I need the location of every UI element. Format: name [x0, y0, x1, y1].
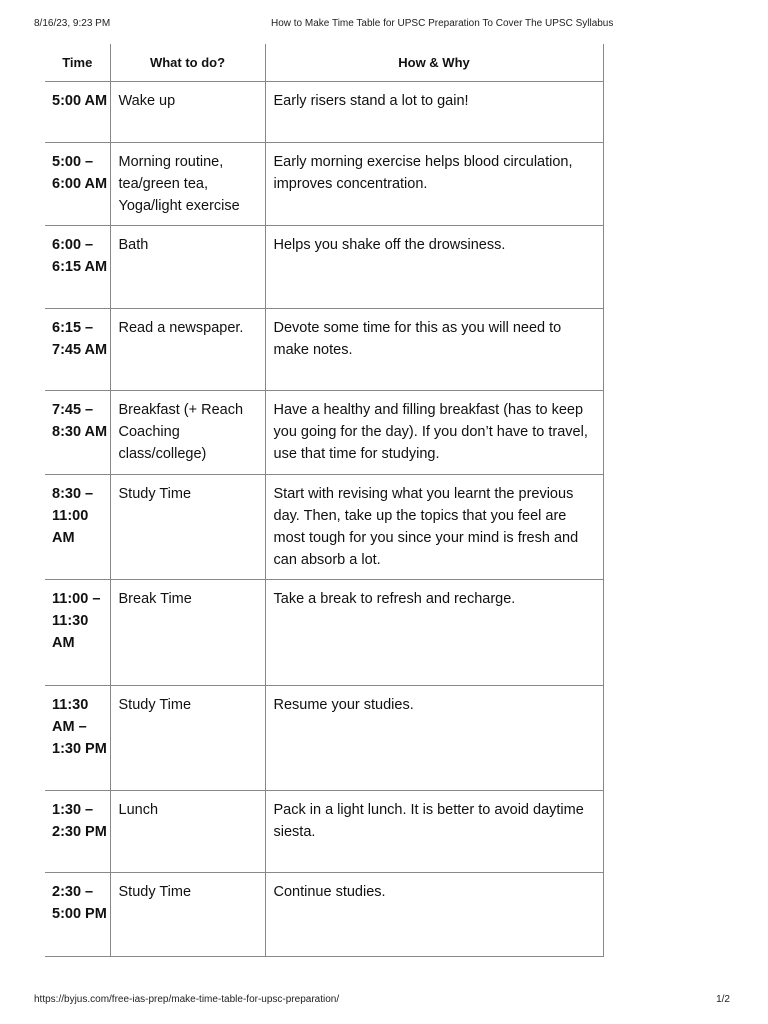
- reason-cell: Have a healthy and filling breakfast (has to keep you going for the day). If you don’t have to travel, use that time for studying.: [265, 391, 603, 475]
- page-number: 1/2: [716, 994, 730, 1005]
- reason-cell: Pack in a light lunch. It is better to avoid daytime siesta.: [265, 791, 603, 873]
- time-cell: 11:00 – 11:30 AM: [45, 580, 110, 686]
- time-cell: 11:30 AM – 1:30 PM: [45, 686, 110, 791]
- activity-cell: Wake up: [110, 82, 265, 143]
- print-datetime: 8/16/23, 9:23 PM: [34, 18, 111, 29]
- print-footer: [34, 994, 734, 1008]
- table-row: [45, 82, 603, 143]
- document-title: How to Make Time Table for UPSC Preparation To Cover The UPSC Syllabus: [271, 18, 614, 29]
- table-row: [45, 226, 603, 309]
- time-cell: 6:15 – 7:45 AM: [45, 309, 110, 391]
- activity-cell: Read a newspaper.: [110, 309, 265, 391]
- activity-cell: Bath: [110, 226, 265, 309]
- table-row: [45, 143, 603, 226]
- reason-cell: Resume your studies.: [265, 686, 603, 791]
- reason-cell: Start with revising what you learnt the previous day. Then, take up the topics that you feel are most tough for you since your mind is fresh and can absorb a lot.: [265, 475, 603, 580]
- time-cell: 1:30 – 2:30 PM: [45, 791, 110, 873]
- column-header-time: Time: [45, 44, 110, 82]
- page-url: https://byjus.com/free-ias-prep/make-time-table-for-upsc-preparation/: [34, 994, 340, 1005]
- time-cell: 5:00 – 6:00 AM: [45, 143, 110, 226]
- activity-cell: Study Time: [110, 873, 265, 957]
- table-header-row: [45, 44, 603, 82]
- activity-cell: Breakfast (+ Reach Coaching class/college): [110, 391, 265, 475]
- reason-cell: Continue studies.: [265, 873, 603, 957]
- table-row: [45, 873, 603, 957]
- reason-cell: Early risers stand a lot to gain!: [265, 82, 603, 143]
- time-cell: 8:30 – 11:00 AM: [45, 475, 110, 580]
- activity-cell: Break Time: [110, 580, 265, 686]
- activity-cell: Lunch: [110, 791, 265, 873]
- table-row: [45, 475, 603, 580]
- reason-cell: Devote some time for this as you will need to make notes.: [265, 309, 603, 391]
- reason-cell: Early morning exercise helps blood circulation, improves concentration.: [265, 143, 603, 226]
- time-cell: 6:00 – 6:15 AM: [45, 226, 110, 309]
- table-row: [45, 391, 603, 475]
- activity-cell: Study Time: [110, 475, 265, 580]
- print-header: [34, 18, 734, 32]
- time-cell: 7:45 – 8:30 AM: [45, 391, 110, 475]
- activity-cell: Morning routine, tea/green tea, Yoga/light exercise: [110, 143, 265, 226]
- table-row: [45, 686, 603, 791]
- column-header-what: What to do?: [110, 44, 265, 82]
- activity-cell: Study Time: [110, 686, 265, 791]
- reason-cell: Helps you shake off the drowsiness.: [265, 226, 603, 309]
- reason-cell: Take a break to refresh and recharge.: [265, 580, 603, 686]
- time-cell: 5:00 AM: [45, 82, 110, 143]
- column-header-how-why: How & Why: [265, 44, 603, 82]
- timetable: [45, 44, 604, 957]
- table-row: [45, 791, 603, 873]
- table-row: [45, 309, 603, 391]
- table-row: [45, 580, 603, 686]
- time-cell: 2:30 – 5:00 PM: [45, 873, 110, 957]
